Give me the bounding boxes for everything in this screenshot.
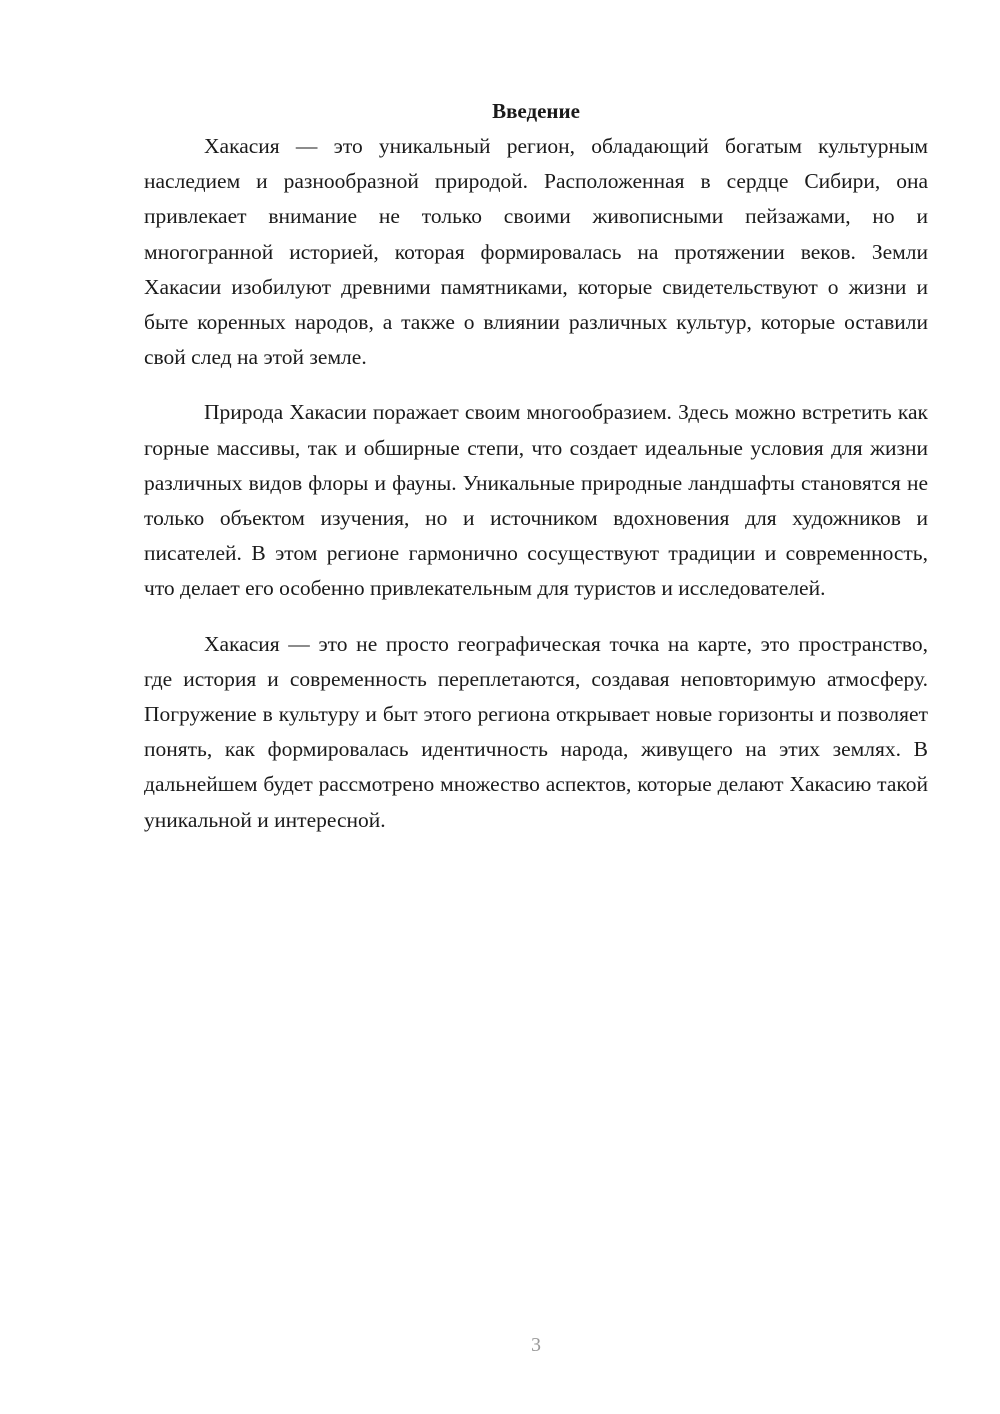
paragraph: Хакасия — это не просто географическая точка на карте, это пространство, где история и современность переплетаются, создавая неповторимую атмосферу. Погружение в культуру и быт этого региона открывает новые горизонты и позволяет понять, как формировалась идентичность народа, живущего на этих землях. В дальнейшем будет рассмотрено множество аспектов, которые делают Хакасию такой уникальной и интересной. bbox=[144, 631, 928, 832]
paragraph: Природа Хакасии поражает своим многообразием. Здесь можно встретить как горные массивы, так и обширные степи, что создает идеальные условия для жизни различных видов флоры и фауны. Уникальные природные ландшафты становятся не только объектом изучения, но и источником вдохновения для художников и писателей. В этом регионе гармонично сосуществуют традиции и современность, что делает его особенно привлекательным для туристов и исследователей. bbox=[144, 400, 928, 601]
page-number: 3 bbox=[531, 1334, 541, 1356]
page-content bbox=[144, 96, 928, 838]
paragraph: Хакасия — это уникальный регион, обладающий богатым культурным наследием и разнообразной природой. Расположенная в сердце Сибири, она привлекает внимание не только своими живописными пейзажами, но и многогранной историей, которая формировалась на протяжении веков. Земли Хакасии изобилуют древними памятниками, которые свидетельствуют о жизни и быте коренных народов, а также о влиянии различных культур, которые оставили свой след на этой земле. bbox=[144, 134, 928, 370]
section-heading: Введение bbox=[492, 99, 580, 123]
